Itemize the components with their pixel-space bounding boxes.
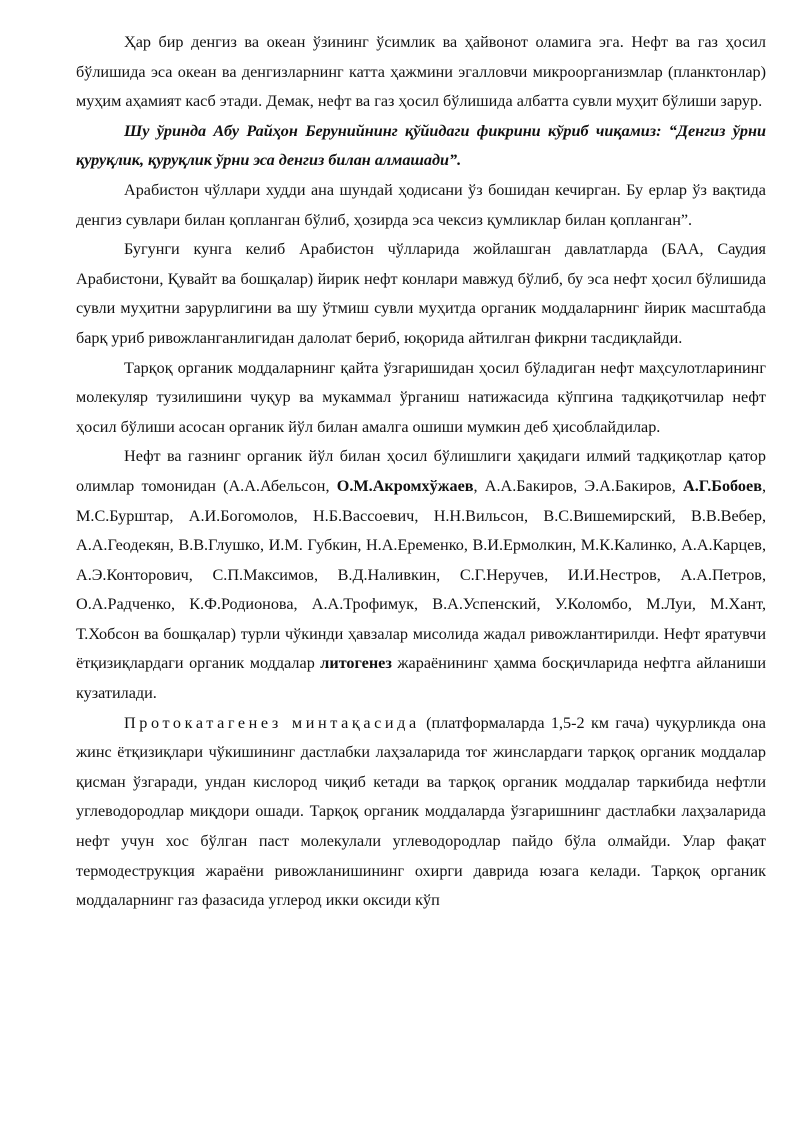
term-litogenez: литогенез [320,654,392,673]
paragraph-2-quote: Шу ўринда Абу Райҳон Берунийнинг қўйидаги фикрини кўриб чиқамиз: “Денгиз ўрни қуруқлик, қуруқлик ўрни эса денгиз билан алмашади”. [76,121,766,170]
paragraph-6-text-g: жараёнининг ҳамма босқичларида нефтга айланиши кузатилади. [76,654,766,703]
paragraph-7 [76,709,766,916]
paragraph-6 [76,442,766,708]
paragraph-5: Тарқоқ органик моддаларнинг қайта ўзгаришидан ҳосил бўладиган нефт маҳсулотларининг молекуляр тузилишини чуқур ва мукаммал ўрганиш натижасида кўпгина тадқиқотчилар нефт ҳосил бўлиши асосан органик йўл билан амалга ошиши мумкин деб ҳисоблайдилар. [76,358,766,436]
paragraph-6-text-e: , М.С.Бурштар, А.И.Богомолов, Н.Б.Вассоевич, Н.Н.Вильсон, В.С.Вишемирский, В.В.Вебер, А.А.Геодекян, В.В.Глушко, И.М. Губкин, Н.А.Еременко, В.И.Ермолкин, М.К.Калинко, А.А.Карцев, А.Э.Конторович, С.П.Максимов, В.Д.Наливкин, С.Г.Неручев, И.И.Нестров, А.А.Петров, О.А.Радченко, К.Ф.Родионова, А.А.Трофимук, В.А.Успенский, У.Коломбо, М.Луи, М.Хант, Т.Хобсон ва бошқалар) турли чўкинди ҳавзалар мисолида жадал ривожлантирилди. Нефт яратувчи ётқизиқлардаги органик моддалар [76,476,766,673]
document-page [76,28,766,916]
paragraph-7-text: (платформаларда 1,5-2 км гача) чуқурликда она жинс ётқизиқлари чўкишининг дастлабки лаҳзаларида тоғ жинслардаги тарқоқ органик моддалар қисман ўзгаради, ундан кислород чиқиб кетади ва тарқоқ органик моддалар таркибида нефтли углеводородлар миқдори ошади. Тарқоқ органик моддаларда ўзгаришнинг дастлабки лаҳзаларида нефт учун хос бўлган паст молекулали углеводородлар пайдо бўла олмайди. Улар фақат термодеструкция жараёни ривожланишининг охирги даврида юзага келади. Тарқоқ органик моддаларнинг газ фазасида углерод икки оксиди кўп [76,713,766,910]
paragraph-4: Бугунги кунга келиб Арабистон чўлларида жойлашган давлатларда (БАА, Саудия Арабистони, Қувайт ва бошқалар) йирик нефт конлари мавжуд бўлиб, бу эса нефт ҳосил бўлишида сувли муҳитни зарурлигини ва шу ўтмиш сувли муҳитда органик моддаларнинг йирик масштабда барқ уриб ривожланганлигидан далолат бериб, юқорида айтилган фикрни тасдиқлайди. [76,240,766,347]
paragraph-3: Арабистон чўллари худди ана шундай ҳодисани ўз бошидан кечирган. Бу ерлар ўз вақтида денгиз сувлари билан қопланган бўлиб, ҳозирда эса чексиз қумликлар билан қопланган”. [76,180,766,229]
paragraph-1: Ҳар бир денгиз ва океан ўзининг ўсимлик ва ҳайвонот оламига эга. Нефт ва газ ҳосил бўлишида эса океан ва денгизларнинг катта ҳажмини эгалловчи микроорганизмлар (планктонлар) муҳим аҳамият касб этади. Демак, нефт ва газ ҳосил бўлишида албатта сувли муҳит бўлиши зарур. [76,33,766,111]
author-boboev: А.Г.Бобоев [683,476,762,495]
term-protokatagenez-zone: Протокатагенез минтақасида [124,713,420,732]
paragraph-6-text-a: Нефт ва газнинг органик йўл билан ҳосил бўлишлиги ҳақидаги илмий тадқиқотлар қатор олимлар томонидан (А.А.Абельсон, [76,447,766,495]
paragraph-6-text-c: , А.А.Бакиров, Э.А.Бакиров, [473,476,683,495]
author-akromkhujaev: О.М.Акромхўжаев [336,476,474,495]
